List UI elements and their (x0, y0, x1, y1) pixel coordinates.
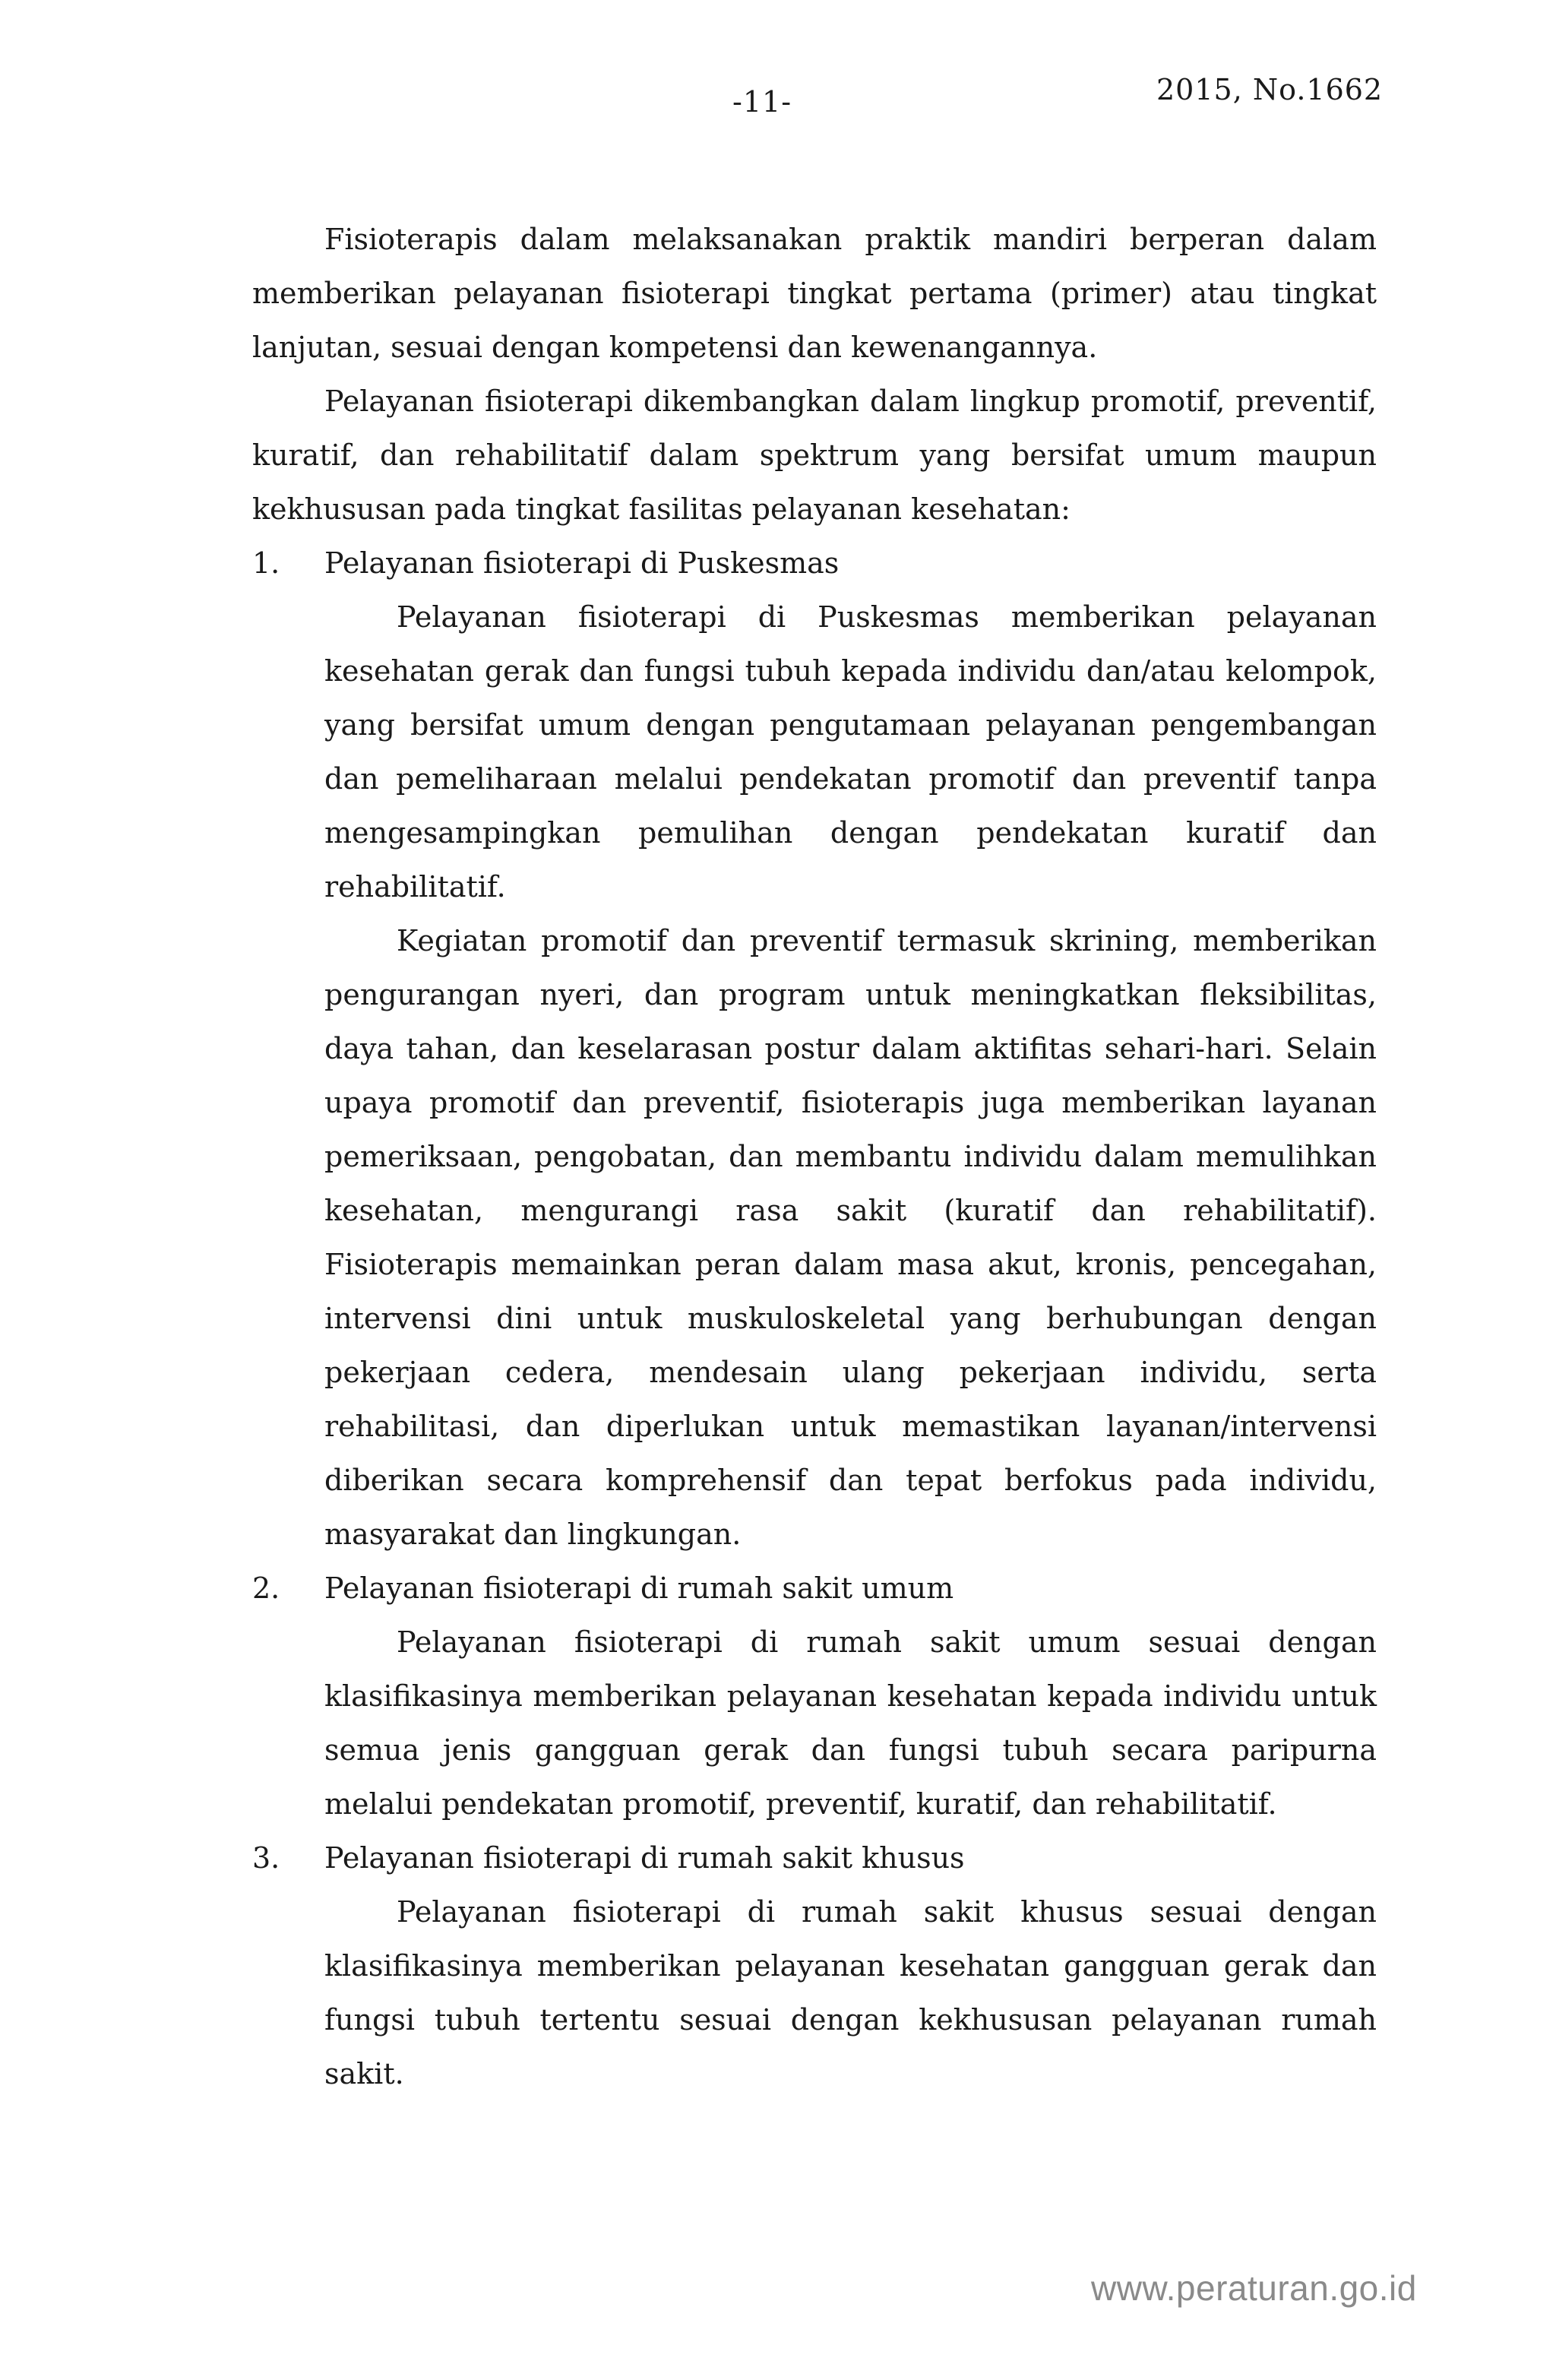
list-number: 1. (252, 546, 280, 580)
document-body (252, 213, 1377, 2101)
list-item-rumah-sakit-khusus (252, 1831, 1377, 2101)
list-title: Pelayanan fisioterapi di Puskesmas (324, 546, 840, 580)
list-item-puskesmas (252, 536, 1377, 1562)
list-title: Pelayanan fisioterapi di rumah sakit khusus (324, 1841, 965, 1875)
page-number: -11- (732, 85, 792, 119)
intro-paragraph: Pelayanan fisioterapi dikembangkan dalam lingkup promotif, preventif, kuratif, dan rehabilitatif dalam spektrum yang bersifat umum maupun kekhususan pada tingkat fasilitas pelayanan kesehatan: (252, 385, 1377, 526)
list-title: Pelayanan fisioterapi di rumah sakit umum (324, 1571, 954, 1605)
item-paragraph: Pelayanan fisioterapi di rumah sakit khusus sesuai dengan klasifikasinya memberikan pelayanan kesehatan gangguan gerak dan fungsi tubuh tertentu sesuai dengan kekhususan pelayanan rumah sakit. (324, 1895, 1377, 2090)
list-item-rumah-sakit-umum (252, 1562, 1377, 1831)
list-number: 3. (252, 1841, 280, 1875)
item-paragraph: Pelayanan fisioterapi di Puskesmas memberikan pelayanan kesehatan gerak dan fungsi tubuh kepada individu dan/atau kelompok, yang bersifat umum dengan pengutamaan pelayanan pengembangan dan pemeliharaan melalui pendekatan promotif dan preventif tanpa mengesampingkan pemulihan dengan pendekatan kuratif dan rehabilitatif. (324, 600, 1377, 904)
intro-paragraph: Fisioterapis dalam melaksanakan praktik mandiri berperan dalam memberikan pelayanan fisioterapi tingkat pertama (primer) atau tingkat lanjutan, sesuai dengan kompetensi dan kewenangannya. (252, 223, 1377, 364)
watermark-link[interactable]: www.peraturan.go.id (1091, 2268, 1417, 2308)
document-reference: 2015, No.1662 (1156, 73, 1384, 106)
item-paragraph: Kegiatan promotif dan preventif termasuk skrining, memberikan pengurangan nyeri, dan program untuk meningkatkan fleksibilitas, daya tahan, dan keselarasan postur dalam aktifitas sehari-hari. Selain upaya promotif dan preventif, fisioterapis juga memberikan layanan pemeriksaan, pengobatan, dan membantu individu dalam memulihkan kesehatan, mengurangi rasa sakit (kuratif dan rehabilitatif). Fisioterapis memainkan peran dalam masa akut, kronis, pencegahan, intervensi dini untuk muskuloskeletal yang berhubungan dengan pekerjaan cedera, mendesain ulang pekerjaan individu, serta rehabilitasi, dan diperlukan untuk memastikan layanan/intervensi diberikan secara komprehensif dan tepat berfokus pada individu, masyarakat dan lingkungan. (324, 924, 1377, 1551)
item-paragraph: Pelayanan fisioterapi di rumah sakit umum sesuai dengan klasifikasinya memberikan pelayanan kesehatan kepada individu untuk semua jenis gangguan gerak dan fungsi tubuh secara paripurna melalui pendekatan promotif, preventif, kuratif, dan rehabilitatif. (324, 1625, 1377, 1821)
list-number: 2. (252, 1571, 280, 1605)
